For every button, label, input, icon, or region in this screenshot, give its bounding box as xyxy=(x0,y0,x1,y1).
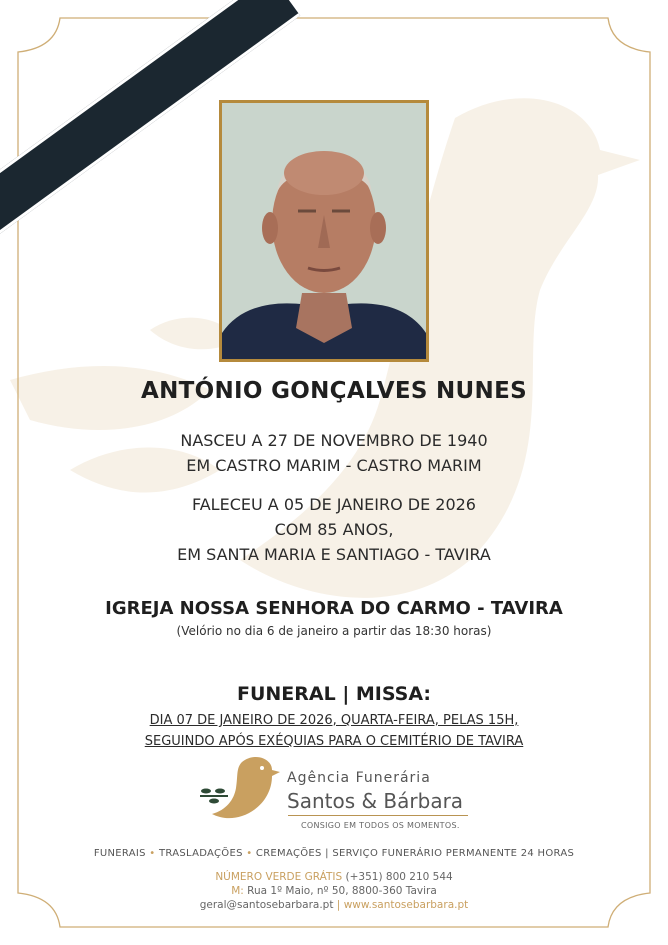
birth-place: EM CASTRO MARIM - CASTRO MARIM xyxy=(186,456,482,475)
death-place: EM SANTA MARIA E SANTIAGO - TAVIRA xyxy=(177,545,491,564)
wake-info: (Velório no dia 6 de janeiro a partir das 18:30 horas) xyxy=(176,624,492,638)
phone-number[interactable]: (+351) 800 210 544 xyxy=(345,871,453,883)
service-funerals: FUNERAIS xyxy=(93,848,146,859)
funeral-title: FUNERAL | MISSA: xyxy=(236,683,432,705)
separator-bar: | xyxy=(336,899,344,911)
birth-date: NASCEU A 27 DE NOVEMBRO DE 1940 xyxy=(180,431,488,450)
contact-web xyxy=(0,899,668,911)
agency-logo-icon xyxy=(198,754,280,826)
website-link[interactable]: www.santosebarbara.pt xyxy=(343,899,469,911)
portrait-photo xyxy=(219,100,429,362)
funeral-date: DIA 07 DE JANEIRO DE 2026, QUARTA-FEIRA, PELAS 15H, xyxy=(149,713,519,728)
church-name: IGREJA NOSSA SENHORA DO CARMO - TAVIRA xyxy=(105,598,563,619)
agency-name: Santos & Bárbara xyxy=(287,789,464,813)
agency-tagline: CONSIGO EM TODOS OS MOMENTOS. xyxy=(301,821,460,830)
separator-dot: • xyxy=(149,848,159,859)
email-link[interactable]: geral@santosebarbara.pt xyxy=(199,899,334,911)
deceased-name: ANTÓNIO GONÇALVES NUNES xyxy=(141,378,527,404)
separator-bar: | xyxy=(325,848,333,859)
agency-divider xyxy=(288,815,468,816)
agency-label: Agência Funerária xyxy=(287,770,431,786)
death-date: FALECEU A 05 DE JANEIRO DE 2026 xyxy=(192,495,476,514)
address-label: M: xyxy=(231,885,244,897)
contact-phone xyxy=(0,871,668,883)
phone-label: NÚMERO VERDE GRÁTIS xyxy=(215,871,343,883)
service-cremations: CREMAÇÕES xyxy=(255,848,322,859)
service-24h: SERVIÇO FUNERÁRIO PERMANENTE 24 HORAS xyxy=(332,848,575,859)
death-age: COM 85 ANOS, xyxy=(274,520,394,539)
contact-address xyxy=(0,885,668,897)
services-line xyxy=(0,848,668,859)
funeral-burial: SEGUINDO APÓS EXÉQUIAS PARA O CEMITÉRIO DE TAVIRA xyxy=(144,734,524,749)
separator-dot: • xyxy=(246,848,256,859)
service-transfers: TRASLADAÇÕES xyxy=(158,848,243,859)
address-text: Rua 1º Maio, nº 50, 8800-360 Tavira xyxy=(247,885,437,897)
